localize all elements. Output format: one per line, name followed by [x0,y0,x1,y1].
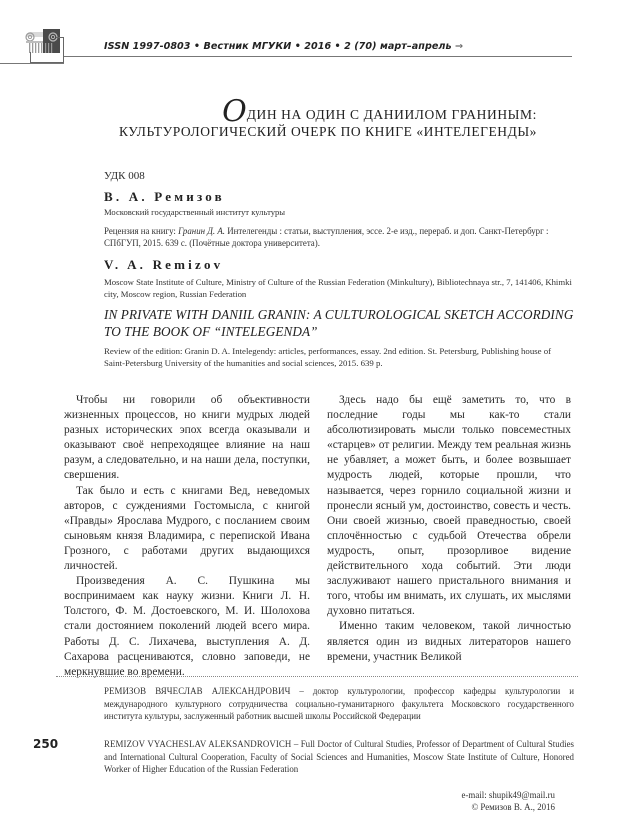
next-arrow-icon: ⇒ [455,41,464,52]
bio-name-en: REMIZOV VYACHESLAV ALEKSANDROVICH [104,739,292,749]
bio-name-ru: РЕМИЗОВ ВЯЧЕСЛАВ АЛЕКСАНДРОВИЧ [104,686,291,696]
udk-code: УДК 008 [104,170,145,182]
article-title-en: IN PRIVATE WITH DANIIL GRANIN: A CULTUROLOGICAL SKETCH ACCORDING TO THE BOOK OF “INTELEGENDA” [104,307,574,339]
body-column-right [327,393,571,665]
author-contact [462,789,555,814]
journal-logo-icon [24,29,64,53]
running-header [104,41,463,52]
paragraph: Чтобы ни говорили об объективности жизненных процессов, но книги мудрых людей разных исторических эпох всегда оказывали и оказывают своё непреходящее влияние на наш разум, а следовательно, и на наши дела, поступки, свершения. [64,394,310,482]
logo-frame [30,52,31,62]
title-line1: ДИН НА ОДИН С ДАНИИЛОМ ГРАНИНЫМ: [246,107,537,122]
title-drop-letter: О [222,94,247,129]
article-title-ru [118,94,537,140]
review-reference-ru [104,225,574,249]
author-affiliation-en: Moscow State Institute of Culture, Ministry of Culture of the Russian Federation (Minkultury), Bibliotechnaya str., 7, 141406, Khimki city, Moscow region, Russian Federation [104,277,572,299]
copyright-notice: © Ремизов В. А., 2016 [471,802,555,813]
bio-text-en: – Full Doctor of Cultural Studies, Professor of Department of Cultural Studies and International Cultural Cooperation, Faculty of Social Sciences and Humanities, Moscow State Institute of Culture, Honored Worker of Higher Education of the Russian Federation [104,739,574,775]
review-book-details: Интелегенды : статьи, выступления, эссе. 2-е изд., перераб. и доп. Санкт-Петербург : СПбГУП, 2015. 639 с. (Почётные доктора университета). [104,226,549,248]
review-reference-en: Review of the edition: Granin D. A. Intelegendy: articles, performances, essay. 2nd edition. St. Petersburg, Publishing house of Saint-Petersburg University of the humanities and social sciences, 2015. 639 p. [104,346,552,368]
column-capital-dark-icon [43,29,60,53]
author-affiliation-ru: Московский государственный институт культуры [104,207,286,217]
author-bio-en [104,738,574,776]
paragraph: Так было и есть с книгами Вед, неведомых авторов, с суждениями Гостомысла, с книгой «Правды» Ярослава Мудрого, с посланием своим сыновьям князя Владимира, с перепиской Ивана Грозного, с работами других выдающихся личностей. [64,484,310,573]
header-rule [64,56,572,57]
paragraph: Именно таким человеком, такой личностью является один из видных литераторов нашего времени, участник Великой [327,620,571,663]
paragraph: Здесь надо бы ещё заметить то, что в последние годы мы как-то стали абсолютизировать мысли только повсеместных «старцев» от религии. Между тем реальная жизнь не убавляет, а может быть, и более возвышает мудрость людей, которые прошли, что называется, через горнило социальной жизни и пронесли ясный ум, достоинство, совесть и честь. Они своей жизнью, своей праведностью, своей сплочённостью с судьбой Отечества обрели мудрость, опыт, прозорливое видение действительного хода событий. Эти люди заслуживают нашего пристального внимания и того, чтобы им внимать, их слушать, их мыслями духовно питаться. [327,394,571,618]
footnote-separator [56,676,578,677]
body-column-left [64,393,310,680]
bio-text-ru: – доктор культурологии, профессор кафедры культурологии и международного культурного сотрудничества социально-гуманитарного факультета Московского государственного института культуры, заслуженный работник высшей школы Российской Федерации [104,686,574,722]
paragraph: Произведения А. С. Пушкина мы воспринимаем как науку жизни. Книги Л. Н. Толстого, Ф. М. Достоевского, М. И. Шолохова стали достоянием поколений людей всего мира. Работы Д. С. Лихачева, выступления А. Д. Сахарова расцениваются, словно заповеди, не меркнувшие во времени. [64,575,310,678]
author-bio-ru [104,685,574,723]
title-line2: КУЛЬТУРОЛОГИЧЕСКИЙ ОЧЕРК ПО КНИГЕ «ИНТЕЛЕГЕНДЫ» [118,124,537,139]
author-email[interactable]: e-mail: shupik49@mail.ru [461,790,555,800]
review-book-author: Гранин Д. А. [178,226,225,236]
logo-underline [0,63,64,64]
author-name-ru: В. А. Ремизов [104,189,225,204]
logo-frame [63,37,64,63]
journal-info: ISSN 1997-0803 • Вестник МГУКИ • 2016 • 2 (70) март–апрель [104,41,452,52]
author-name-en: V. A. Remizov [104,257,224,272]
review-prefix: Рецензия на книгу: [104,226,179,236]
page-number: 250 [33,737,59,751]
